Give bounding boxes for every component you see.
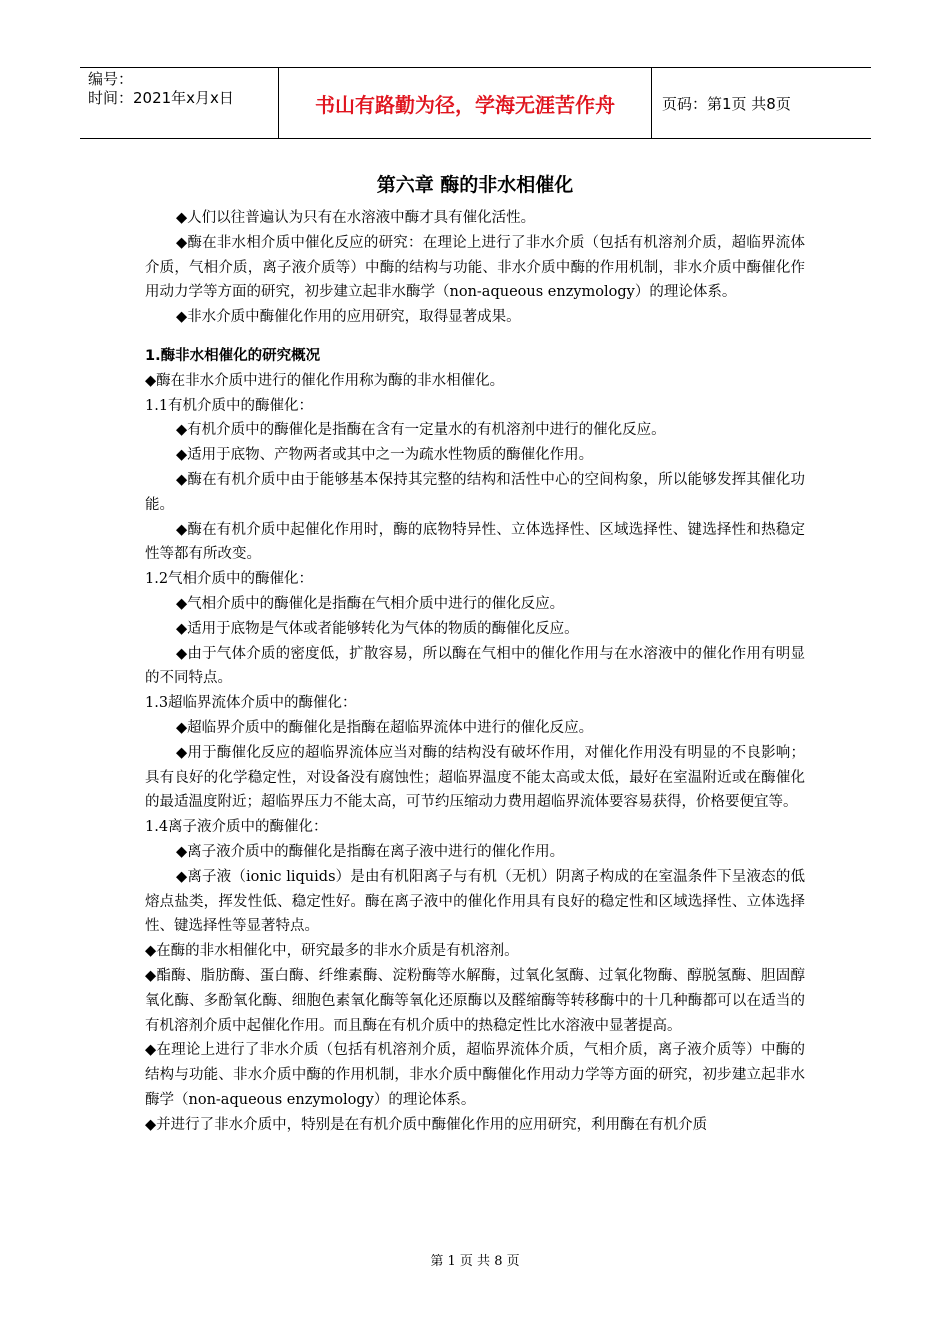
- paragraph: ◆用于酶催化反应的超临界流体应当对酶的结构没有破坏作用，对催化作用没有明显的不良影响；具有良好的化学稳定性，对设备没有腐蚀性；超临界温度不能太高或太低，最好在室温附近或在酶催化的最适温度附近；超临界压力不能太高，可节约压缩动力费用超临界流体要容易获得，价格要便宜等。: [145, 744, 805, 811]
- paragraph: ◆在酶的非水相催化中，研究最多的非水介质是有机溶剂。: [145, 943, 519, 960]
- paragraph: ◆酯酶、脂肪酶、蛋白酶、纤维素酶、淀粉酶等水解酶，过氧化氢酶、过氧化物酶、醇脱氢酶、胆固醇氧化酶、多酚氧化酶、细胞色素氧化酶等氧化还原酶以及醛缩酶等转移酶中的十几种酶都可以在适当的有机溶剂介质中起催化作用。而且酶在有机介质中的热稳定性比水溶液中显著提高。: [145, 967, 805, 1034]
- page-footer: 第 1 页 共 8 页: [430, 1254, 520, 1269]
- section-heading: 1.酶非水相催化的研究概况: [145, 347, 321, 364]
- document-number-label: 编号：: [88, 70, 134, 88]
- paragraph: ◆超临界介质中的酶催化是指酶在超临界流体中进行的催化反应。: [176, 719, 594, 736]
- subsection-heading: 1.3超临界流体介质中的酶催化：: [145, 695, 357, 712]
- paragraph: ◆气相介质中的酶催化是指酶在气相介质中进行的催化反应。: [176, 595, 565, 612]
- subsection-heading: 1.2气相介质中的酶催化：: [145, 571, 314, 588]
- paragraph: ◆离子液（ionic liquids）是由有机阳离子与有机（无机）阴离子构成的在室温条件下呈液态的低熔点盐类，挥发性低、稳定性好。酶在离子液中的催化作用具有良好的稳定性和区域选择性、立体选择性、键选择性等显著特点。: [145, 868, 805, 935]
- subsection-heading: 1.4离子液介质中的酶催化：: [145, 819, 328, 836]
- paragraph: ◆并进行了非水介质中，特别是在有机介质中酶催化作用的应用研究，利用酶在有机介质: [145, 1116, 708, 1133]
- paragraph: ◆人们以往普遍认为只有在水溶液中酶才具有催化活性。: [176, 210, 536, 226]
- paragraph: ◆酶在有机介质中由于能够基本保持其完整的结构和活性中心的空间构象，所以能够发挥其催化功能。: [145, 471, 805, 513]
- header-meta: [80, 68, 279, 138]
- paragraph: ◆适用于底物是气体或者能够转化为气体的物质的酶催化反应。: [176, 620, 579, 637]
- chapter-title: 第六章 酶的非水相催化: [376, 174, 574, 196]
- paragraph: ◆酶在非水介质中进行的催化作用称为酶的非水相催化。: [145, 372, 505, 389]
- paragraph: ◆酶在有机介质中起催化作用时，酶的底物特异性、立体选择性、区域选择性、键选择性和热稳定性等都有所改变。: [145, 521, 805, 563]
- header-motto: 书山有路勤为径，学海无涯苦作舟: [279, 68, 652, 138]
- header-page-info: 页码：第1页 共8页: [662, 94, 791, 113]
- document-date-label: 时间：2021年x月x日: [88, 89, 234, 107]
- paragraph: ◆在理论上进行了非水介质（包括有机溶剂介质，超临界流体介质，气相介质，离子液介质等）中酶的结构与功能、非水介质中酶的作用机制，非水介质中酶催化作用动力学等方面的研究，初步建立起非水酶学（non-aqueous enzymology）的理论体系。: [145, 1042, 805, 1108]
- page-header: [80, 67, 871, 139]
- paragraph: ◆酶在非水相介质中催化反应的研究：在理论上进行了非水介质（包括有机溶剂介质，超临界流体介质，气相介质，离子液介质等）中酶的结构与功能、非水介质中酶的作用机制，非水介质中酶催化作用动力学等方面的研究，初步建立起非水酶学（non-aqueous enzymology）的理论体系。: [145, 234, 805, 301]
- document-body: [145, 206, 805, 1137]
- paragraph: ◆有机介质中的酶催化是指酶在含有一定量水的有机溶剂中进行的催化反应。: [176, 422, 666, 439]
- paragraph: ◆由于气体介质的密度低，扩散容易，所以酶在气相中的催化作用与在水溶液中的催化作用有明显的不同特点。: [145, 645, 805, 687]
- paragraph: ◆离子液介质中的酶催化是指酶在离子液中进行的催化作用。: [176, 843, 565, 860]
- subsection-heading: 1.1有机介质中的酶催化：: [145, 397, 314, 414]
- paragraph: ◆适用于底物、产物两者或其中之一为疏水性物质的酶催化作用。: [176, 447, 594, 464]
- paragraph: ◆非水介质中酶催化作用的应用研究，取得显著成果。: [176, 309, 521, 326]
